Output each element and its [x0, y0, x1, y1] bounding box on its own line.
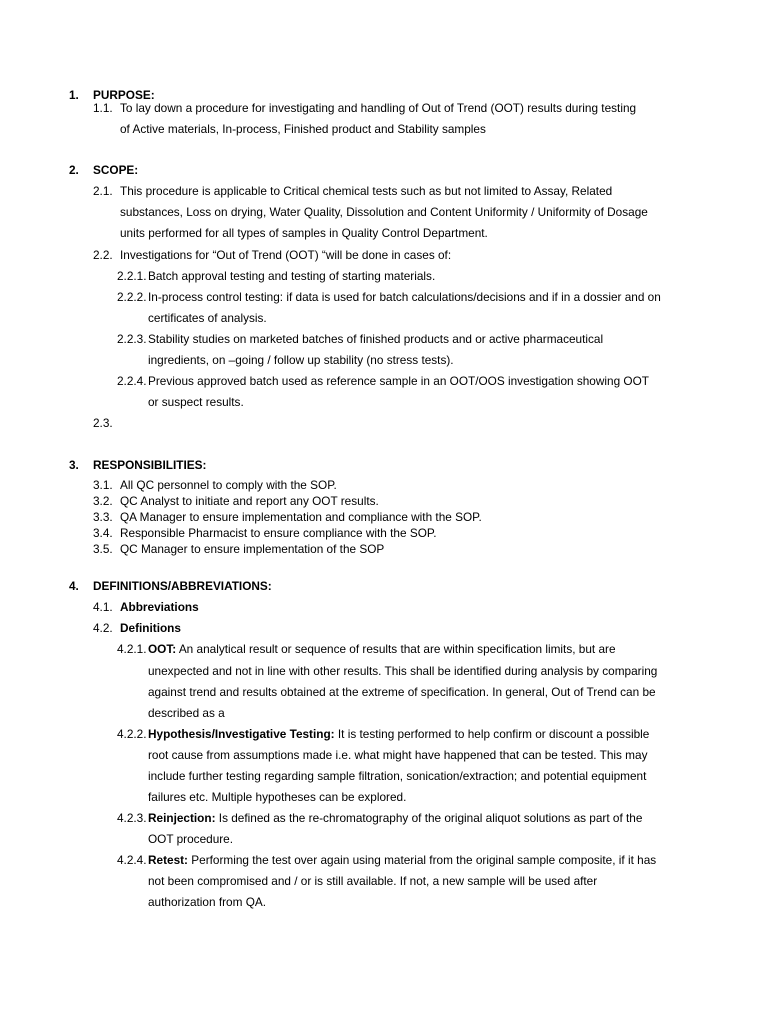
item-text-line: Investigations for “Out of Trend (OOT) “will be done in cases of:: [120, 248, 452, 262]
item-number: 4.2.4.: [117, 853, 147, 867]
item-number: 3.2.: [93, 494, 113, 508]
section-title-purpose: PURPOSE:: [93, 88, 155, 102]
item-text-line: QA Manager to ensure implementation and compliance with the SOP.: [120, 510, 482, 524]
item-text-line: or suspect results.: [148, 395, 244, 409]
definition-text: An analytical result or sequence of results that are within specification limits, but are: [176, 642, 616, 656]
item-text-line: not been compromised and / or is still available. If not, a new sample will be used after: [148, 874, 598, 888]
section-number: 4.: [69, 579, 79, 593]
item-text-line: units performed for all types of samples in Quality Control Department.: [120, 226, 488, 240]
item-number: 2.2.3.: [117, 332, 147, 346]
definition-text: Performing the test over again using material from the original sample composite, if it has: [188, 853, 657, 867]
definition-term: Retest:: [148, 853, 188, 867]
item-text-line: QC Analyst to initiate and report any OOT results.: [120, 494, 379, 508]
item-number: 2.1.: [93, 184, 113, 198]
item-number: 2.2.: [93, 248, 113, 262]
item-text-line: To lay down a procedure for investigating and handling of Out of Trend (OOT) results during testing: [120, 101, 637, 115]
item-text-line: failures etc. Multiple hypotheses can be explored.: [148, 790, 407, 804]
section-number: 2.: [69, 163, 79, 177]
item-number: 4.1.: [93, 600, 113, 614]
item-text-line: certificates of analysis.: [148, 311, 267, 325]
section-number: 1.: [69, 88, 79, 102]
item-text-line: This procedure is applicable to Critical chemical tests such as but not limited to Assay, Related: [120, 184, 613, 198]
definition-text: Is defined as the re-chromatography of the original aliquot solutions as part of the: [215, 811, 643, 825]
section-title-scope: SCOPE:: [93, 163, 139, 177]
subheading-abbreviations: Abbreviations: [120, 600, 199, 614]
item-text-line: ingredients, on –going / follow up stability (no stress tests).: [148, 353, 454, 367]
item-text-line: QC Manager to ensure implementation of the SOP: [120, 542, 385, 556]
item-text-line: substances, Loss on drying, Water Quality, Dissolution and Content Uniformity / Uniformity of Dosage: [120, 205, 648, 219]
item-number: 1.1.: [93, 101, 113, 115]
definition-text: It is testing performed to help confirm or discount a possible: [334, 727, 650, 741]
definition-term: OOT:: [148, 642, 177, 656]
item-text-line: Previous approved batch used as reference sample in an OOT/OOS investigation showing OOT: [148, 374, 649, 388]
section-title-responsibilities: RESPONSIBILITIES:: [93, 458, 207, 472]
definition-term: Reinjection:: [148, 811, 216, 825]
section-title-definitions: DEFINITIONS/ABBREVIATIONS:: [93, 579, 272, 593]
definition-first-line: [148, 853, 656, 867]
item-number: 3.4.: [93, 526, 113, 540]
item-text-line: described as a: [148, 706, 225, 720]
item-text-line: include further testing regarding sample filtration, sonication/extraction; and potential equipment: [148, 769, 647, 783]
item-number: 2.2.2.: [117, 290, 147, 304]
definition-first-line: [148, 727, 649, 741]
definition-first-line: [148, 811, 642, 825]
item-text-line: of Active materials, In-process, Finished product and Stability samples: [120, 122, 486, 136]
item-number: 3.5.: [93, 542, 113, 556]
section-number: 3.: [69, 458, 79, 472]
item-number: 3.3.: [93, 510, 113, 524]
item-number: 2.2.1.: [117, 269, 147, 283]
item-number: 4.2.: [93, 621, 113, 635]
item-number: 4.2.1.: [117, 642, 147, 656]
subheading-definitions: Definitions: [120, 621, 181, 635]
item-number: 3.1.: [93, 478, 113, 492]
item-number: 4.2.3.: [117, 811, 147, 825]
item-text-line: root cause from assumptions made i.e. what might have happened that can be tested. This may: [148, 748, 648, 762]
item-text-line: All QC personnel to comply with the SOP.: [120, 478, 337, 492]
definition-term: Hypothesis/Investigative Testing:: [148, 727, 335, 741]
item-text-line: Batch approval testing and testing of starting materials.: [148, 269, 436, 283]
item-number: 2.3.: [93, 416, 113, 430]
item-number: 2.2.4.: [117, 374, 147, 388]
item-text-line: Responsible Pharmacist to ensure compliance with the SOP.: [120, 526, 437, 540]
item-number: 4.2.2.: [117, 727, 147, 741]
definition-first-line: [148, 642, 616, 656]
item-text-line: unexpected and not in line with other results. This shall be identified during analysis by comparing: [148, 664, 658, 678]
item-text-line: In-process control testing: if data is used for batch calculations/decisions and if in a dossier and on: [148, 290, 661, 304]
item-text-line: OOT procedure.: [148, 832, 234, 846]
item-text-line: against trend and results obtained at the extreme of specification. In general, Out of Trend can be: [148, 685, 656, 699]
item-text-line: Stability studies on marketed batches of finished products and or active pharmaceutical: [148, 332, 604, 346]
item-text-line: authorization from QA.: [148, 895, 267, 909]
